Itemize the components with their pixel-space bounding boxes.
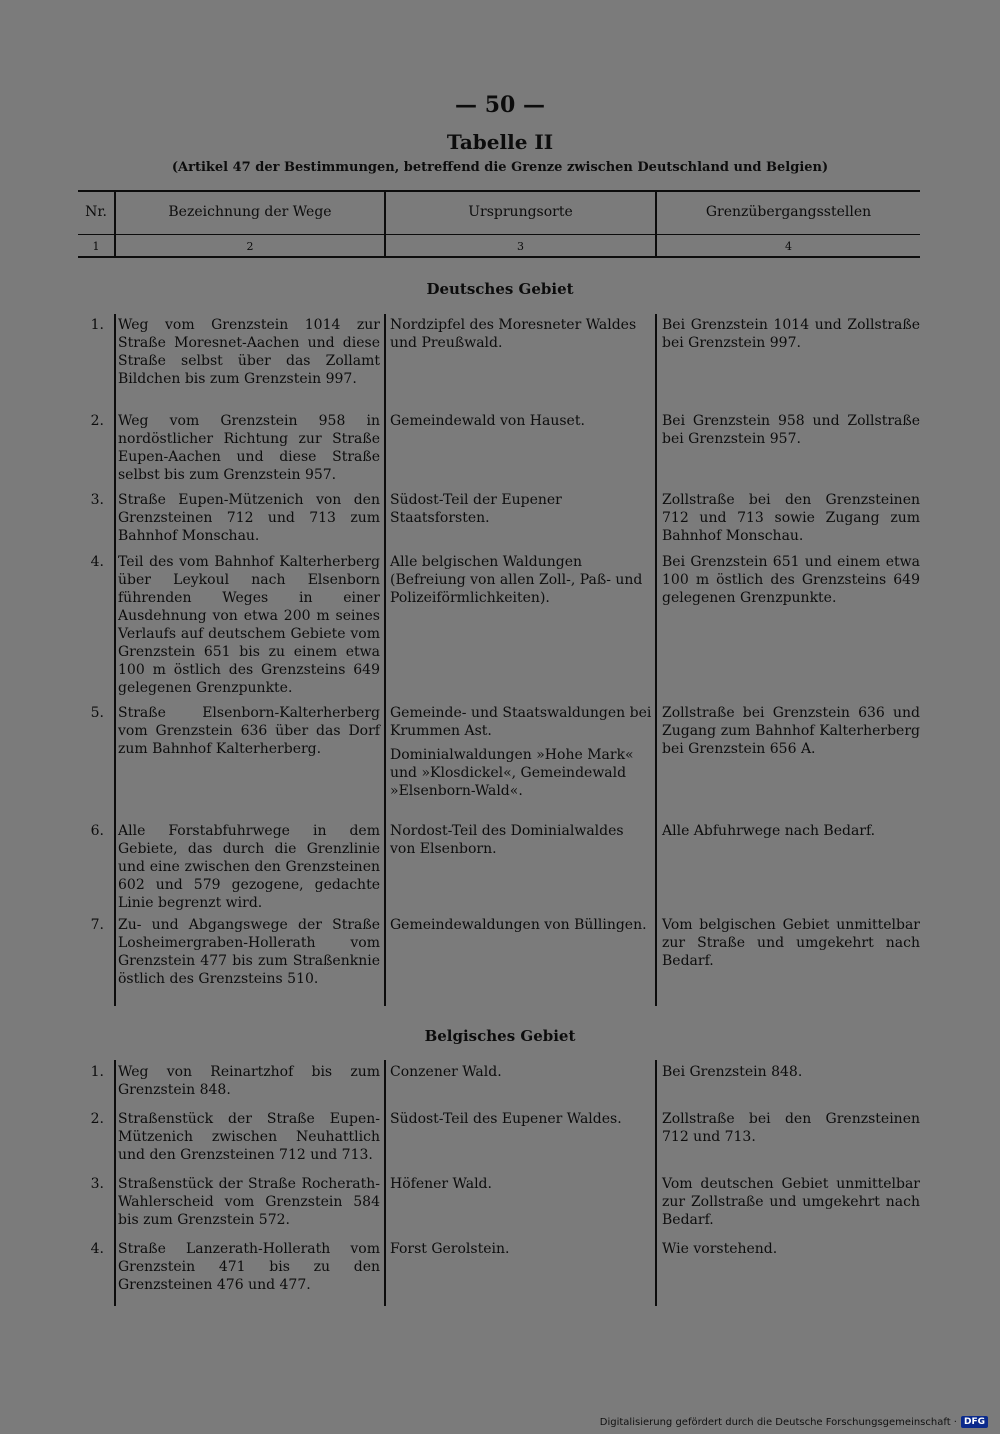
column-header-nr: Nr.	[85, 204, 107, 220]
row-number: 3.	[90, 492, 104, 508]
orte-text: Gemeinde- und Staatswaldungen bei Krummen Ast.	[390, 705, 652, 739]
row-weg: Weg vom Grenzstein 958 in nordöstlicher Richtung zur Straße Eupen-Aachen und diese Straße selbst bis zum Grenzstein 957.	[118, 413, 380, 483]
row-stellen: Bei Grenzstein 1014 und Zollstraße bei Grenzstein 997.	[662, 317, 920, 351]
row-number: 1.	[90, 1064, 104, 1080]
orte-text: Gemeindewaldungen von Büllingen.	[390, 917, 647, 933]
digitization-credit	[600, 1416, 988, 1428]
column-divider	[384, 314, 386, 1006]
row-stellen: Vom belgischen Gebiet unmittelbar zur Straße und umgekehrt nach Bedarf.	[662, 917, 920, 969]
table-title: Tabelle II	[446, 130, 554, 154]
orte-text: Höfener Wald.	[390, 1176, 492, 1192]
row-weg: Straßenstück der Straße Eupen-Mützenich zwischen Neuhattlich und den Grenzsteinen 712 und 713.	[118, 1111, 380, 1163]
page-number: — 50 —	[455, 92, 545, 118]
orte-text: Nordzipfel des Moresneter Waldes und Preußwald.	[390, 317, 637, 351]
row-stellen: Zollstraße bei den Grenzsteinen 712 und 713.	[662, 1111, 920, 1145]
row-orte	[390, 1110, 652, 1128]
orte-text: Nordost-Teil des Dominialwaldes von Elsenborn.	[390, 823, 624, 857]
dfg-logo: DFG	[961, 1416, 988, 1428]
header-bottom-rule	[78, 256, 920, 258]
header-rule	[78, 234, 920, 235]
row-weg: Weg von Reinartzhof bis zum Grenzstein 848.	[118, 1064, 380, 1098]
credit-text: Digitalisierung gefördert durch die Deutsche Forschungsgemeinschaft ·	[599, 1416, 957, 1428]
row-weg: Teil des vom Bahnhof Kalterherberg über Leykoul nach Elsenborn führenden Weges in einer Ausdehnung von etwa 200 m seines Verlaufs auf deutschem Gebiete vom Grenzstein 651 bis zu einem etwa 100 m östlich des Grenzsteins 649 gelegenen Grenzpunkte.	[118, 554, 380, 696]
column-divider	[114, 314, 116, 1006]
row-orte	[390, 412, 652, 430]
row-weg: Straßenstück der Straße Rocherath-Wahlerscheid vom Grenzstein 584 bis zum Grenzstein 572.	[118, 1176, 380, 1228]
row-number: 5.	[90, 705, 104, 721]
column-divider	[114, 1060, 116, 1306]
row-weg: Zu- und Abgangswege der Straße Losheimergraben-Hollerath vom Grenzstein 477 bis zum Straßenknie östlich des Grenzsteins 510.	[118, 917, 380, 987]
row-orte	[390, 822, 652, 858]
row-stellen: Vom deutschen Gebiet unmittelbar zur Zollstraße und umgekehrt nach Bedarf.	[662, 1176, 920, 1228]
orte-text: Gemeindewald von Hauset.	[390, 413, 585, 429]
row-stellen: Bei Grenzstein 848.	[662, 1064, 803, 1080]
row-number: 6.	[90, 823, 104, 839]
column-header-stellen: Grenzübergangsstellen	[705, 204, 872, 220]
row-orte	[390, 1240, 652, 1258]
row-number: 3.	[90, 1176, 104, 1192]
row-weg: Straße Lanzerath-Hollerath vom Grenzstein 471 bis zu den Grenzsteinen 476 und 477.	[118, 1241, 380, 1293]
row-number: 2.	[90, 413, 104, 429]
row-orte	[390, 316, 652, 352]
orte-text: Südost-Teil des Eupener Waldes.	[390, 1111, 622, 1127]
table-subtitle: (Artikel 47 der Bestimmungen, betreffend die Grenze zwischen Deutschland und Belgien)	[171, 160, 829, 175]
orte-text: Alle belgischen Waldungen (Befreiung von allen Zoll-, Paß- und Polizeiförmlichkeiten).	[390, 554, 643, 606]
row-stellen: Bei Grenzstein 651 und einem etwa 100 m östlich des Grenzsteins 649 gelegenen Grenzpunkte.	[662, 554, 920, 606]
row-orte	[390, 704, 652, 800]
row-orte	[390, 916, 652, 934]
column-number: 2	[246, 240, 254, 253]
row-orte	[390, 491, 652, 527]
orte-text: Forst Gerolstein.	[390, 1241, 510, 1257]
row-weg: Straße Eupen-Mützenich von den Grenzsteinen 712 und 713 zum Bahnhof Monschau.	[118, 492, 380, 544]
row-stellen: Wie vorstehend.	[662, 1241, 778, 1257]
orte-text: Dominialwaldungen »Hohe Mark« und »Klosdickel«, Gemeindewald »Elsenborn-Wald«.	[390, 747, 634, 799]
orte-text: Conzener Wald.	[390, 1064, 502, 1080]
table-top-rule	[78, 190, 920, 192]
row-stellen: Zollstraße bei Grenzstein 636 und Zugang zum Bahnhof Kalterherberg bei Grenzstein 656 A.	[662, 705, 920, 757]
row-stellen: Alle Abfuhrwege nach Bedarf.	[662, 823, 876, 839]
column-number: 4	[785, 240, 792, 253]
row-stellen: Zollstraße bei den Grenzsteinen 712 und 713 sowie Zugang zum Bahnhof Monschau.	[662, 492, 920, 544]
row-orte	[390, 1063, 652, 1081]
column-number: 1	[92, 240, 100, 253]
row-orte	[390, 1175, 652, 1193]
column-number: 3	[517, 240, 524, 253]
column-divider	[655, 1060, 657, 1306]
row-number: 4.	[90, 554, 104, 570]
row-weg: Alle Forstabfuhrwege in dem Gebiete, das durch die Grenzlinie und eine zwischen den Grenzsteinen 602 und 579 gezogene, gedachte Linie begrenzt wird.	[118, 823, 380, 911]
row-weg: Weg vom Grenzstein 1014 zur Straße Moresnet-Aachen und diese Straße selbst über das Zollamt Bildchen bis zum Grenzstein 997.	[118, 317, 380, 387]
row-weg: Straße Elsenborn-Kalterherberg vom Grenzstein 636 über das Dorf zum Bahnhof Kalterherberg.	[118, 705, 380, 757]
column-header-orte: Ursprungsorte	[468, 204, 573, 220]
section-title: Belgisches Gebiet	[424, 1027, 576, 1045]
column-header-weg: Bezeichnung der Wege	[168, 204, 332, 220]
column-divider	[384, 1060, 386, 1306]
row-number: 2.	[90, 1111, 104, 1127]
row-stellen: Bei Grenzstein 958 und Zollstraße bei Grenzstein 957.	[662, 413, 920, 447]
row-number: 1.	[90, 317, 104, 333]
row-number: 4.	[90, 1241, 104, 1257]
orte-text: Südost-Teil der Eupener Staatsforsten.	[390, 492, 562, 526]
section-title: Deutsches Gebiet	[426, 280, 574, 298]
row-number: 7.	[90, 917, 104, 933]
row-orte	[390, 553, 652, 607]
column-divider	[655, 314, 657, 1006]
